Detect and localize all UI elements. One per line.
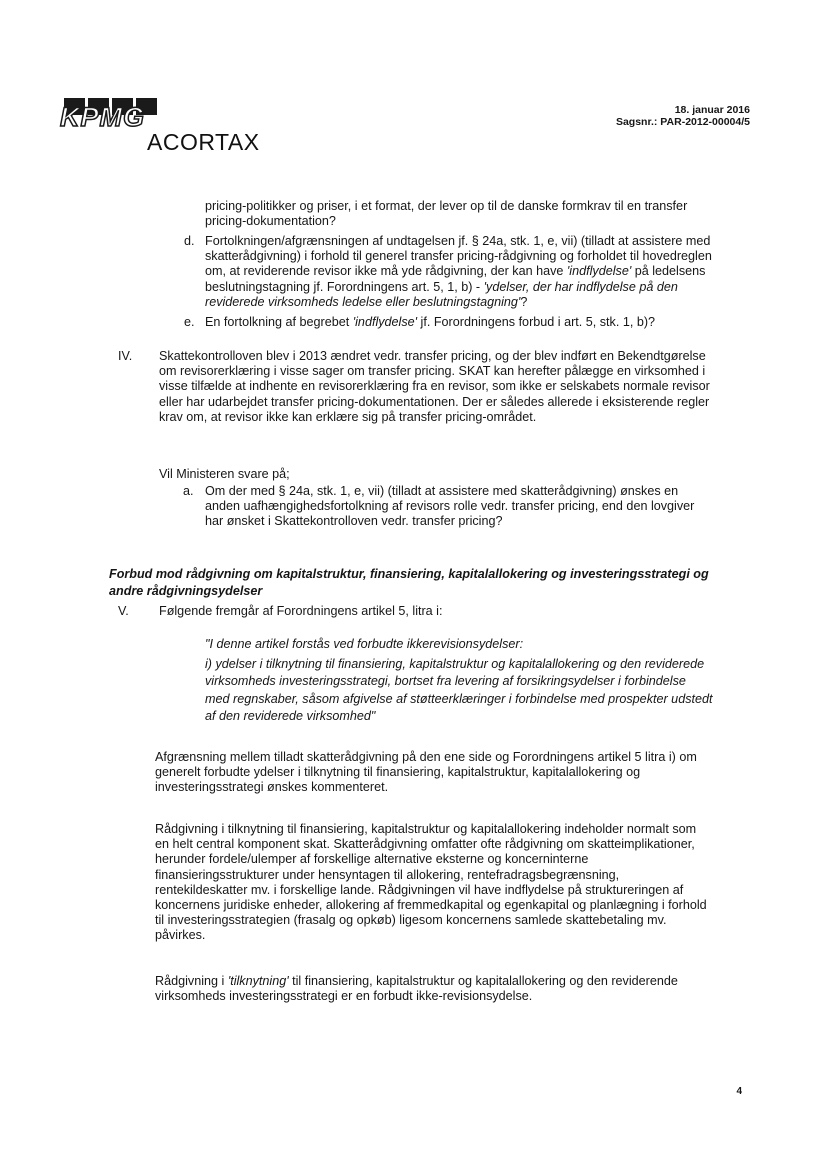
list-item-a: Om der med § 24a, stk. 1, e, vii) (tilladt at assistere med skatterådgivning) ønskes en anden uafhængighedsfortolkning af revisors rolle vedr. transfer pricing, end den lovgiver har ønsket i Skattekontrolloven vedr. transfer pricing? xyxy=(205,484,695,529)
list-item-d: Fortolkningen/afgrænsningen af undtagelsen jf. § 24a, stk. 1, e, vii) (tilladt at assistere med skatterådgivning) i forhold til generel transfer pricing-rådgivning og forholdet til hovedreglen om, at reviderende revisor ikke må yde rådgivning, der kan have 'indflydelse' på ledelsens beslutningstagning jf. Forordningens art. 5, 1, b) - 'ydelser, der har indflydelse på den reviderede virksomheds ledelse eller beslutningstagning'? xyxy=(205,234,712,309)
section-v-paragraph-2: Rådgivning i tilknytning til finansiering, kapitalstruktur og kapitalallokering indeholder normalt som en helt central komponent skat. Skatterådgivning omfatter ofte rådgivning om skatteimplikationer, herunder fordele/ulemper af forskellige alternative eksterne og koncerninterne finansieringsstrukturer under hensyntagen til allokering, rentefradragsbegrænsning, rentekildeskatter mv. i forskellige lande. Rådgivningen vil have indflydelse på struktureringen af koncernens juridiske enheder, allokering af fremmedkapital og egenkapital og planlægning i forhold til investeringsstrategien (frasalg og opkøb) ligesom koncernens samlede skattebetaling mv. påvirkes. xyxy=(155,822,707,943)
quote-line-2: i) ydelser i tilknytning til finansiering, kapitalstruktur og kapitalallokering og den reviderede virksomheds investeringsstrategi, bortset fra levering af forsikringsydelser i forbindelse med regnskaber, såsom afgivelse af støtteerklæringer i forbindelse med prospekter udstedt af den reviderede virksomhed" xyxy=(205,657,713,723)
list-item-e: En fortolkning af begrebet 'indflydelse' jf. Forordningens forbud i art. 5, stk. 1, b)? xyxy=(205,315,656,329)
document-meta xyxy=(616,104,750,128)
quote-line-1: "I denne artikel forstås ved forbudte ikkerevisionsydelser: xyxy=(205,637,524,651)
kpmg-logo: KPMG xyxy=(60,102,145,132)
section-label-iv: IV. xyxy=(118,349,133,363)
section-heading: Forbud mod rådgivning om kapitalstruktur, finansiering, kapitalallokering og investeringsstrategi og andre rådgivningsydelser xyxy=(109,567,709,598)
section-iv-paragraph: Skattekontrolloven blev i 2013 ændret vedr. transfer pricing, og der blev indført en Bekendtgørelse om revisorerklæring i visse sager om transfer pricing. SKAT kan herefter pålægge en virksomhed i visse tilfælde at indhente en revisorerklæring fra en revisor, som ikke er selskabets normale revisor eller har udarbejdet transfer pricing-dokumentationen. Der er således allerede i eksisterende regler krav om, at revisor ikke kan erklære sig på transfer pricing-området. xyxy=(159,349,710,424)
section-v-paragraph-3: Rådgivning i 'tilknytning' til finansiering, kapitalstruktur og kapitalallokering og den reviderende virksomheds investeringsstrategi er en forbudt ikke-revisionsydelse. xyxy=(155,974,678,1004)
section-v-intro: Følgende fremgår af Forordningens artikel 5, litra i: xyxy=(159,604,443,618)
section-label-v: V. xyxy=(118,604,129,618)
section-v-paragraph-1: Afgrænsning mellem tilladt skatterådgivning på den ene side og Forordningens artikel 5 litra i) om generelt forbudte ydelser i tilknytning til finansiering, kapitalstruktur, kapitalallokering og investeringsstrategi ønskes kommenteret. xyxy=(155,750,697,795)
question-intro: Vil Ministeren svare på; xyxy=(159,467,290,481)
acortax-logo: ACORTAX xyxy=(147,129,260,155)
list-label-a: a. xyxy=(183,484,194,498)
list-label-e: e. xyxy=(184,315,195,329)
case-number: Sagsnr.: PAR-2012-00004/5 xyxy=(615,116,750,128)
list-label-d: d. xyxy=(184,234,195,248)
page-number: 4 xyxy=(736,1086,742,1097)
list-continuation: pricing-politikker og priser, i et format, der lever op til de danske formkrav til en transfer pricing-dokumentation? xyxy=(205,199,688,229)
document-date: 18. januar 2016 xyxy=(674,104,750,116)
